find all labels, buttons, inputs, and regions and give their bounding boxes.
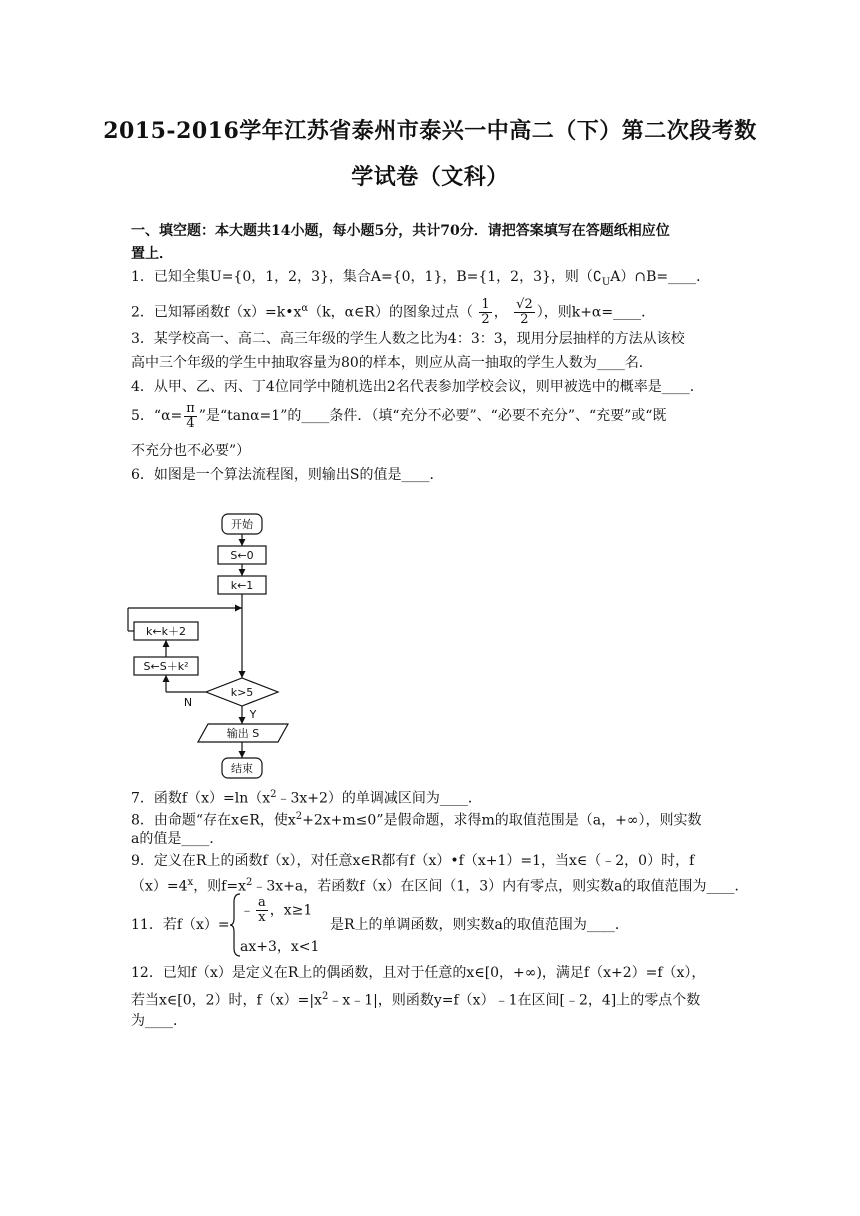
question-11-prefix: 11．若f（x）= — [131, 917, 230, 933]
cond-label: k>5 — [230, 686, 254, 699]
question-9-line1: 9．定义在R上的函数f（x），对任意x∈R都有f（x）•f（x+1）=1，当x∈（﹣2，0）时，f — [131, 853, 695, 869]
question-1: 1．已知全集U={0，1，2，3}，集合A={0，1}，B={1，2，3}，则$(∁_UA)\cap B=\_\_\_\_$． — [131, 269, 711, 288]
fraction-pi-over-4: $\frac{\pi}{4}$ — [186, 400, 195, 431]
y-label: Y — [249, 708, 257, 721]
output-label: 输出 S — [226, 727, 260, 740]
doc-title-line1: 2015-2016学年江苏省泰州市泰兴一中高二（下）第二次段考数 — [103, 118, 757, 144]
fraction-half: $\frac{1}{2}$ — [481, 297, 490, 328]
doc-title-line2: 学试卷（文科） — [351, 164, 509, 190]
question-11-suffix: 是R上的单调函数，则实数a的取值范围为____． — [330, 917, 629, 933]
question-4: 4．从甲、乙、丙、丁4位同学中随机选出2名代表参加学校会议，则甲被选中的概率是____． — [131, 379, 704, 395]
ssk-label: S←S＋k² — [143, 660, 189, 673]
question-8-line2: a的值是____． — [131, 831, 224, 847]
piecewise-function — [230, 892, 340, 958]
fraction-root2-over-2: $\frac{√2}{2}$ — [516, 297, 533, 328]
question-5: 5．“α= $\frac{\pi}{4}$ ”是“tanα=1”的____条件．（填“充分不必要”、“必要不充分”、“充要”或“既 — [131, 400, 667, 431]
question-3-line2: 高中三个年级的学生中抽取容量为80的样本，则应从高一抽取的学生人数为____名． — [131, 355, 653, 371]
question-6: 6．如图是一个算法流程图，则输出S的值是____． — [131, 467, 444, 483]
piece-1: ﹣ $\frac{a}{x}$ ，x≥1 — [240, 895, 313, 925]
s0-label: S←0 — [230, 549, 254, 562]
end-label: 结束 — [231, 762, 253, 775]
question-5-line2: 不充分也不必要”） — [131, 443, 251, 459]
question-3-line1: 3．某学校高一、高二、高三年级的学生人数之比为4：3：3，现用分层抽样的方法从该校 — [131, 331, 685, 347]
section-heading-cont: 置上． — [131, 246, 173, 262]
question-8: 8．由命题“存在x∈R，使$x^2+2x+m\le 0$”是假命题，求得m的取值范围是（a，+∞），则实数 — [131, 811, 702, 829]
question-9-line2: $(x)=4^x$，则$f=x^2﹣3x+a$，若函数f（x）在区间（1，3）内有零点，则实数a的取值范围为____． — [131, 877, 749, 895]
kk2-label: k←k＋2 — [146, 625, 186, 638]
flowchart — [120, 508, 320, 783]
start-label: 开始 — [231, 518, 253, 531]
piece-2: ax+3，x<1 — [240, 939, 320, 955]
section-heading: 一、填空题：本大题共14小题，每小题5分，共计70分．请把答案填写在答题纸相应位 — [131, 223, 670, 239]
question-2: 2．已知幂函数$f(x)=k•x^\alpha(k$，α∈R）的图象过点（ $\frac{1}{2}$ ， $\frac{√2}{2}$ ），则k+α=____． — [131, 297, 656, 328]
question-12-line3: 为____． — [131, 1013, 187, 1029]
n-label: N — [183, 696, 193, 709]
question-7: 7．函数$f(x)=\ln(x^2﹣3x+2)$的单调减区间为____． — [131, 789, 482, 807]
question-12-line2: 若当x∈[0，2）时，$f(x)=|x^2﹣x﹣1|$，则函数y=f（x）﹣1在区间[﹣2，4]上的零点个数 — [131, 991, 701, 1009]
question-12-line1: 12．已知f（x）是定义在R上的偶函数，且对于任意的x∈[0，+∞)，满足f（x+2）=f（x）， — [131, 965, 706, 981]
k1-label: k←1 — [230, 579, 254, 592]
